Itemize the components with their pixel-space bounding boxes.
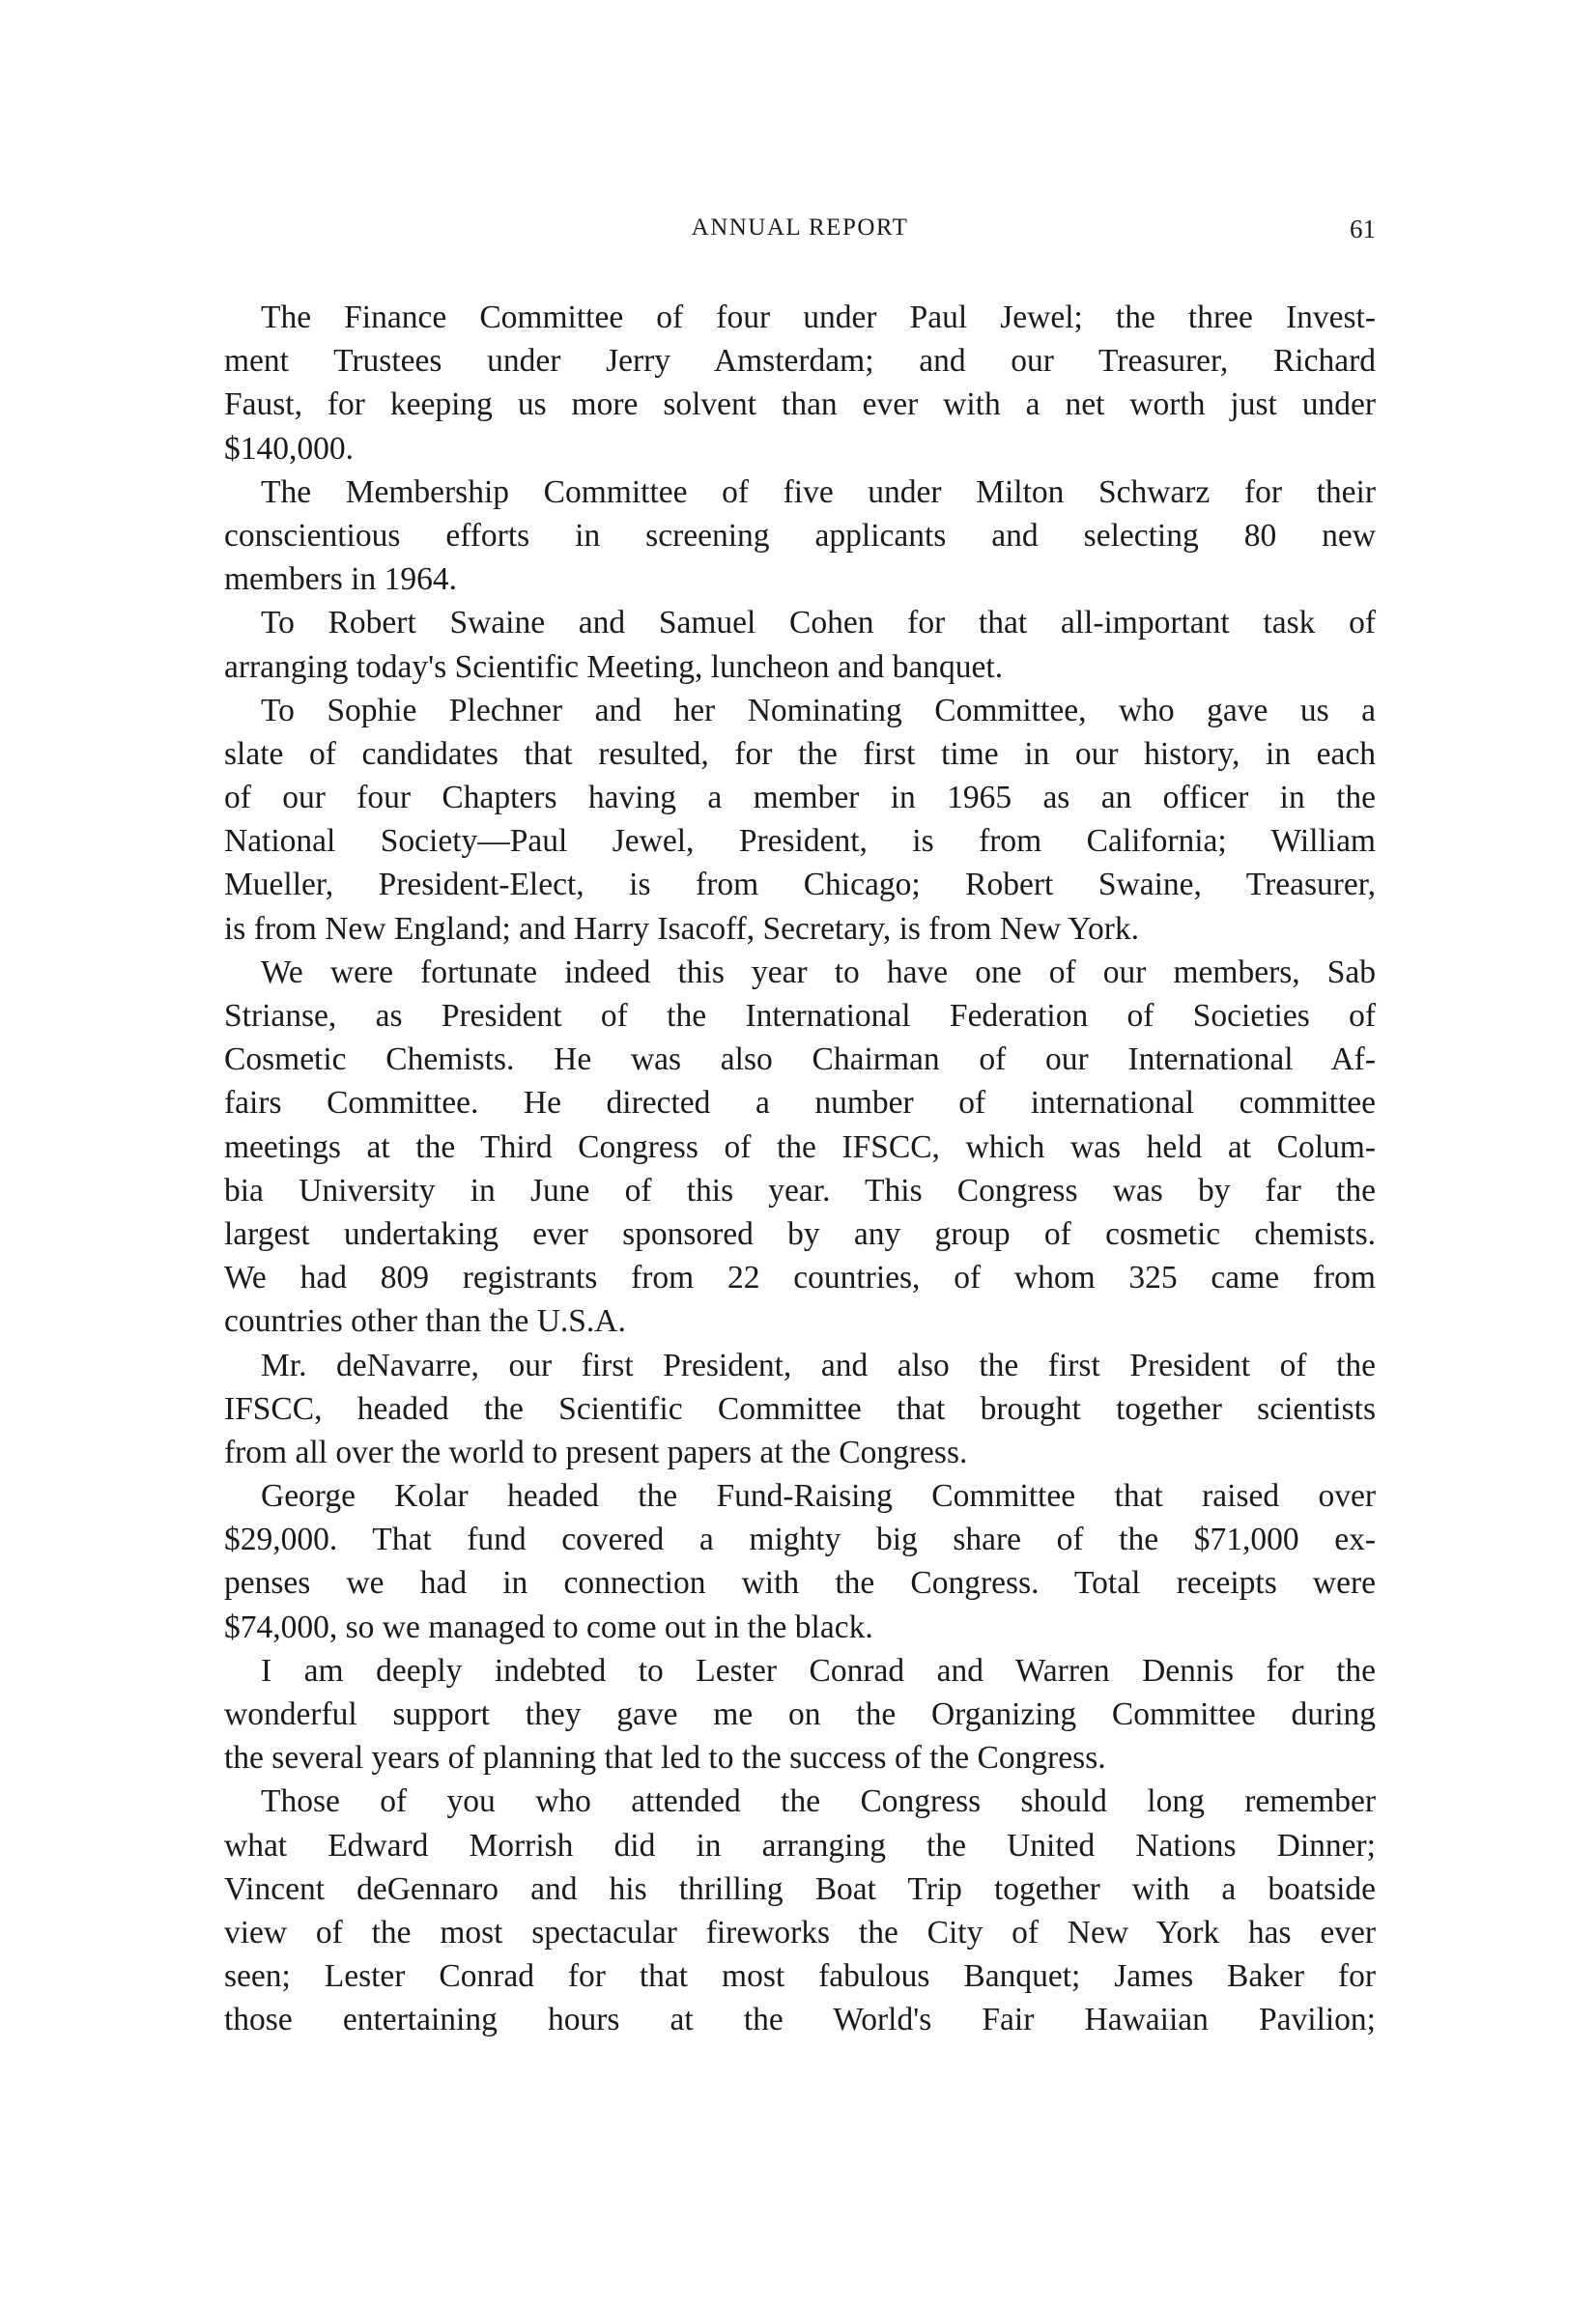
text-line: Cosmetic Chemists. He was also Chairman of our International Af- — [224, 1041, 1376, 1078]
text-line: the several years of planning that led to the success of the Congress. — [224, 1740, 1106, 1777]
text-line: IFSCC, headed the Scientific Committee that brought together scientists — [224, 1390, 1376, 1427]
text-line: arranging today's Scientific Meeting, luncheon and banquet. — [224, 648, 1004, 685]
text-line: largest undertaking ever sponsored by any group of cosmetic chemists. — [224, 1215, 1376, 1252]
text-line: of our four Chapters having a member in 1965 as an officer in the — [224, 780, 1376, 816]
paragraph — [224, 1780, 1376, 2041]
text-line: $29,000. That fund covered a mighty big share of the $71,000 ex- — [224, 1522, 1376, 1558]
text-line: wonderful support they gave me on the Organizing Committee during — [224, 1696, 1376, 1732]
text-line: countries other than the U.S.A. — [224, 1303, 626, 1340]
text-line: Vincent deGennaro and his thrilling Boat Trip together with a boatside — [224, 1870, 1376, 1907]
paragraph — [224, 1649, 1376, 1780]
text-line: Mr. deNavarre, our first President, and also the first President of the — [261, 1347, 1376, 1383]
body-text — [224, 296, 1376, 2042]
text-line: Those of you who attended the Congress should long remember — [261, 1783, 1376, 1820]
text-line: To Robert Swaine and Samuel Cohen for that all-important task of — [261, 605, 1376, 641]
text-line: view of the most spectacular fireworks the City of New York has ever — [224, 1914, 1376, 1951]
text-line: ment Trustees under Jerry Amsterdam; and our Treasurer, Richard — [224, 343, 1376, 380]
text-line: National Society—Paul Jewel, President, is from California; William — [224, 823, 1376, 860]
text-line: The Membership Committee of five under Milton Schwarz for their — [261, 473, 1376, 510]
text-line: those entertaining hours at the World's Fair Hawaiian Pavilion; — [224, 2002, 1376, 2038]
text-line: members in 1964. — [224, 561, 457, 598]
text-line: Mueller, President-Elect, is from Chicago; Robert Swaine, Treasurer, — [224, 867, 1376, 903]
text-line: penses we had in connection with the Congress. Total receipts were — [224, 1565, 1376, 1602]
paragraph — [224, 601, 1376, 688]
page-number: 61 — [1350, 214, 1376, 243]
text-line: fairs Committee. He directed a number of international committee — [224, 1085, 1376, 1122]
text-line: from all over the world to present papers at the Congress. — [224, 1434, 968, 1470]
text-line: seen; Lester Conrad for that most fabulous Banquet; James Baker for — [224, 1958, 1376, 1995]
running-head — [224, 214, 1376, 249]
running-head-title: ANNUAL REPORT — [691, 214, 909, 241]
text-line: Strianse, as President of the International Federation of Societies of — [224, 998, 1376, 1034]
text-line: We had 809 registrants from 22 countries, of whom 325 came from — [224, 1260, 1376, 1296]
text-line: slate of candidates that resulted, for the first time in our history, in each — [224, 735, 1376, 772]
text-line: Faust, for keeping us more solvent than ever with a net worth just under — [224, 386, 1376, 423]
paragraph — [224, 1474, 1376, 1649]
paragraph — [224, 951, 1376, 1344]
text-line: We were fortunate indeed this year to have one of our members, Sab — [261, 954, 1376, 990]
text-line: is from New England; and Harry Isacoff, Secretary, is from New York. — [224, 910, 1140, 947]
text-line: meetings at the Third Congress of the IFSCC, which was held at Colum- — [224, 1128, 1376, 1165]
paragraph — [224, 470, 1376, 602]
text-line: $140,000. — [224, 430, 354, 467]
text-line: George Kolar headed the Fund-Raising Committee that raised over — [261, 1478, 1376, 1515]
text-line: conscientious efforts in screening applicants and selecting 80 new — [224, 517, 1376, 554]
text-line: $74,000, so we managed to come out in the black. — [224, 1609, 873, 1645]
text-line: bia University in June of this year. This Congress was by far the — [224, 1172, 1376, 1209]
paragraph — [224, 1344, 1376, 1475]
paragraph — [224, 689, 1376, 951]
text-line: I am deeply indebted to Lester Conrad and Warren Dennis for the — [261, 1652, 1376, 1689]
text-line: The Finance Committee of four under Paul Jewel; the three Invest- — [261, 299, 1376, 335]
text-line: To Sophie Plechner and her Nominating Committee, who gave us a — [261, 692, 1376, 728]
paragraph — [224, 296, 1376, 470]
text-line: what Edward Morrish did in arranging the United Nations Dinner; — [224, 1827, 1376, 1864]
